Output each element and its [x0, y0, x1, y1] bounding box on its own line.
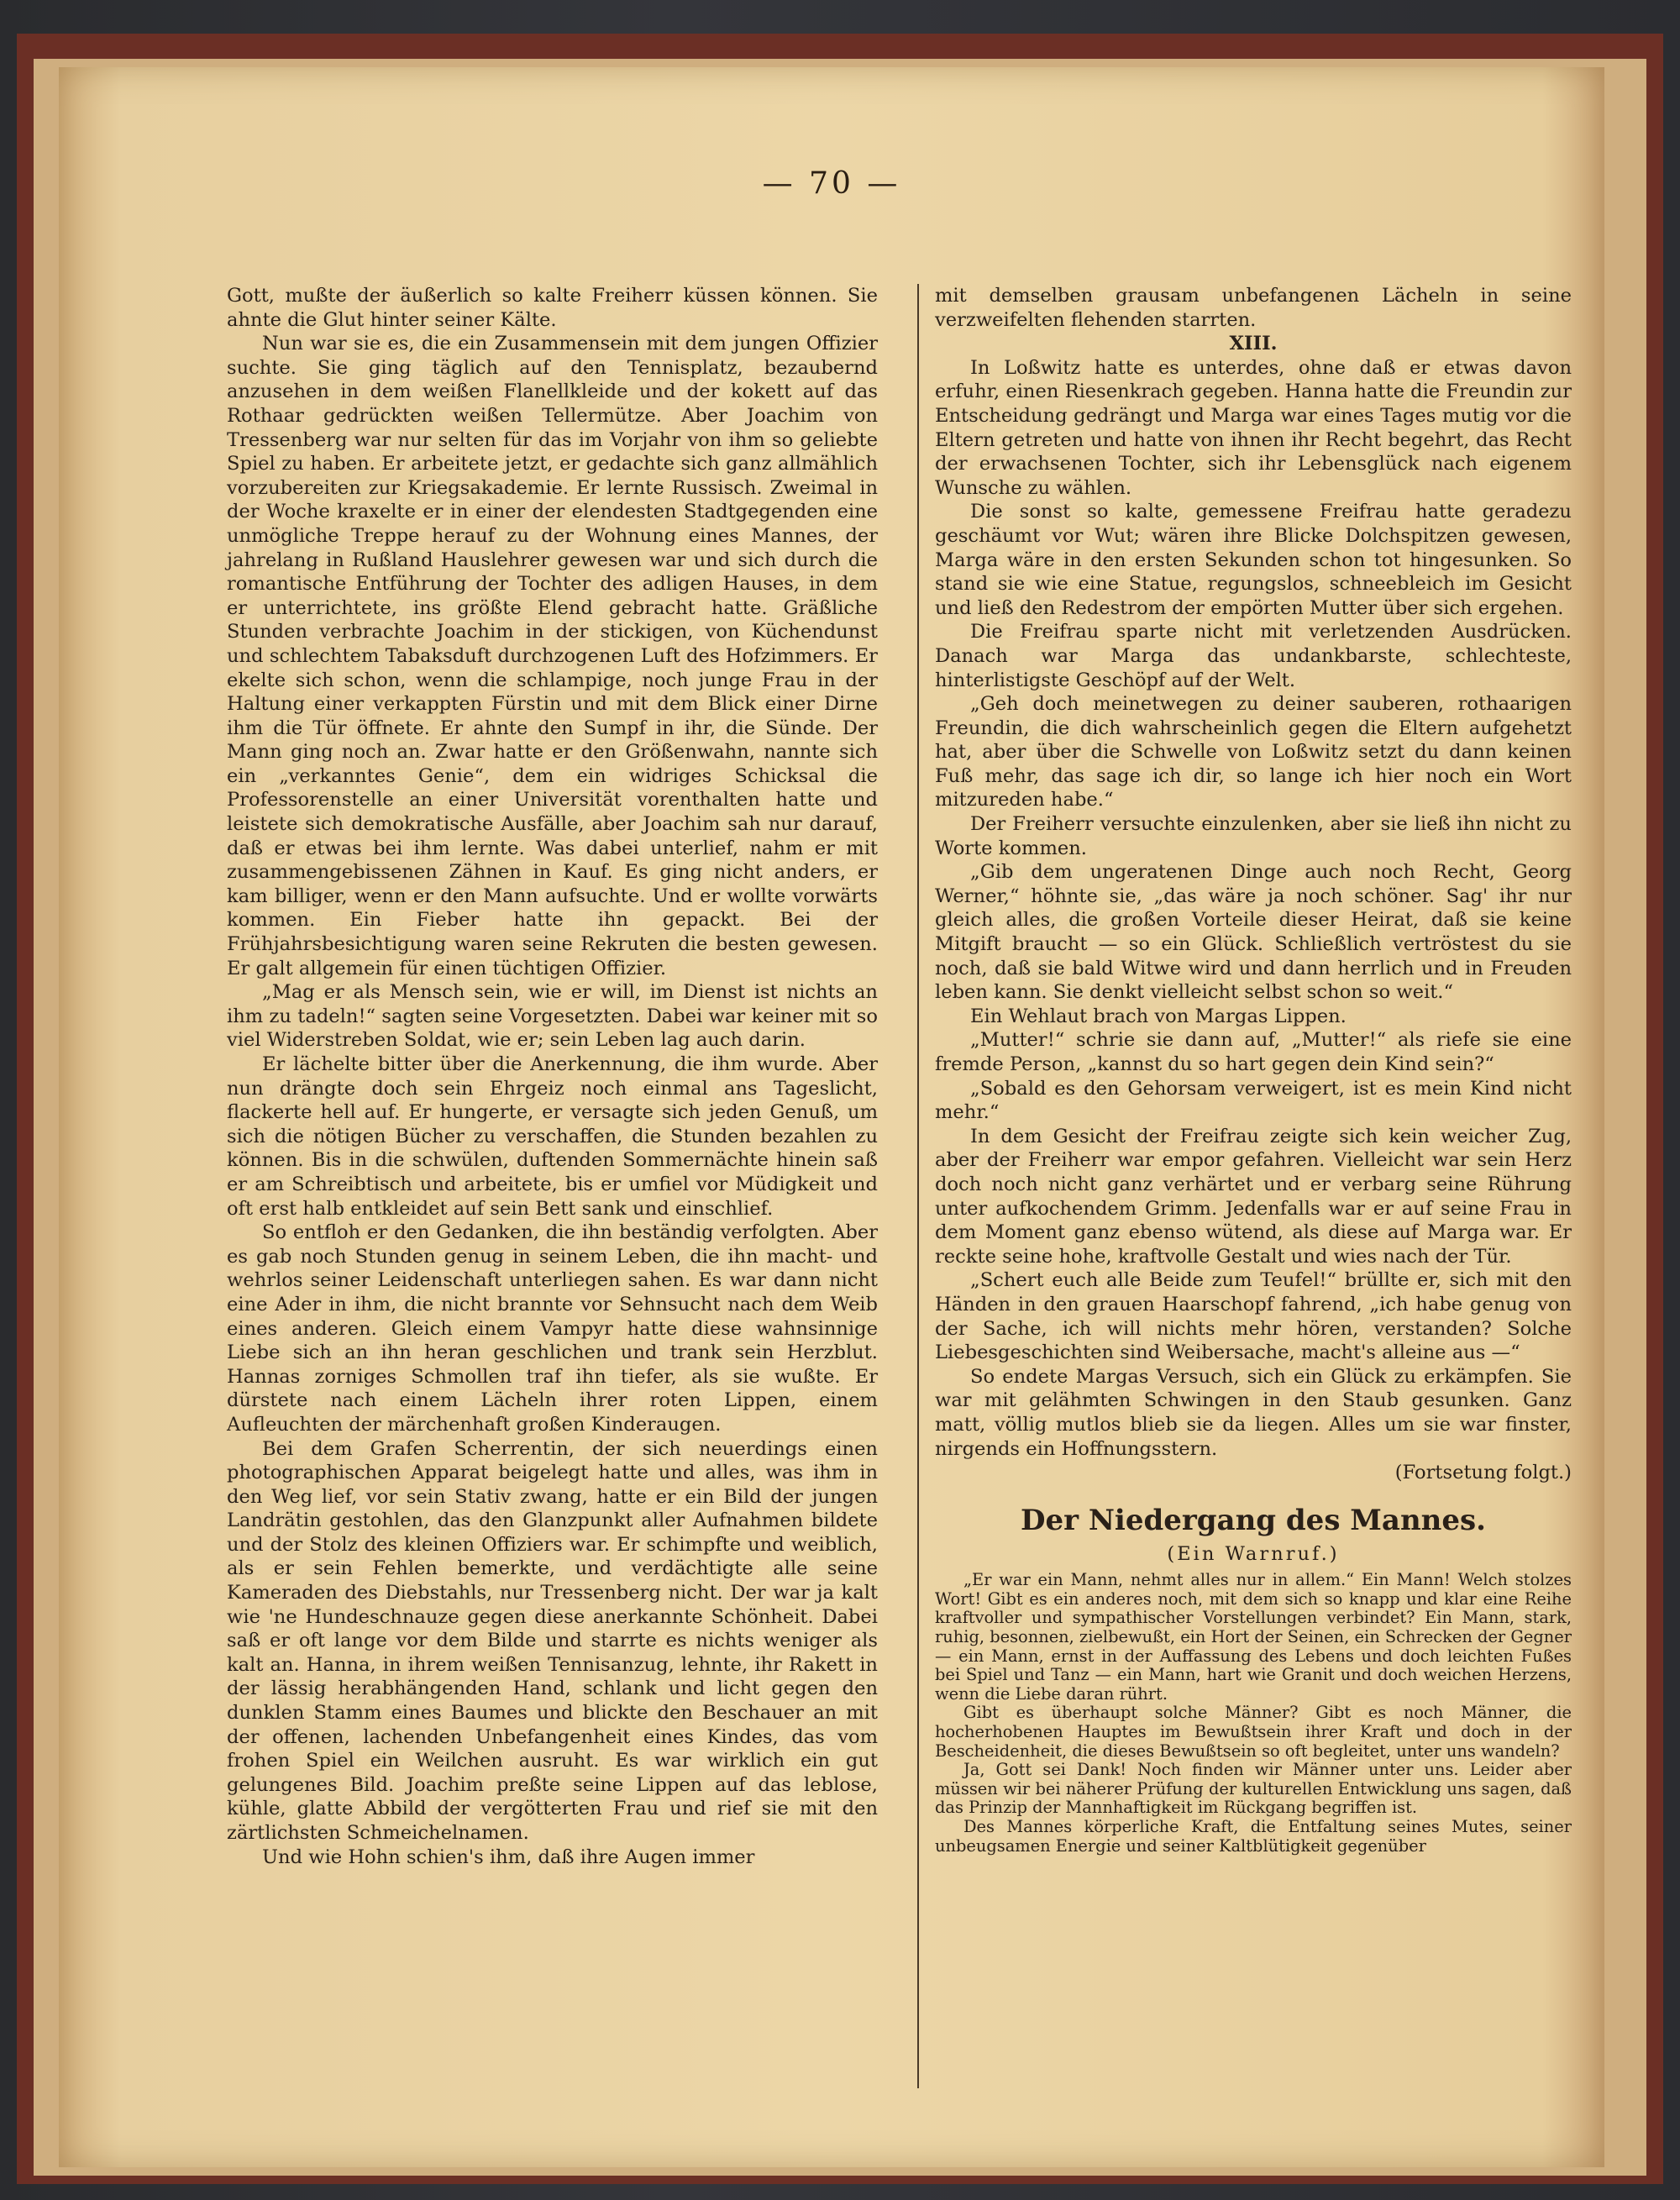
- paragraph: „Er war ein Mann, nehmt alles nur in allem.“ Ein Mann! Welch stolzes Wort! Gibt es ein anderes noch, mit dem sich so knapp und klar eine Reihe kraftvoller und sympathischer Vorstellungen verbindet? Ein Mann, stark, ruhig, besonnen, zielbewußt, ein Hort der Seinen, ein Schrecken der Gegner — ein Mann, ernst in der Auffassung des Lebens und doch leichten Fußes bei Spiel und Tanz — ein Mann, hart wie Granit und doch weichen Herzens, wenn die Liebe daran rührt.: [935, 1570, 1572, 1704]
- chapter-heading: XIII.: [1229, 333, 1278, 355]
- left-column: [227, 284, 878, 1869]
- article-body: [935, 1571, 1572, 1856]
- continuation-note: (Fortsetung folgt.): [1394, 1462, 1572, 1484]
- paragraph: „Schert euch alle Beide zum Teufel!“ brüllte er, sich mit den Händen in den grauen Haarschopf fahrend, „ich habe genug von der Sache, ich will nichts mehr hören, verstanden? Solche Liebesgeschichten sind Weibersache, macht's alleine aus —“: [935, 1269, 1572, 1364]
- page-number: — 70 —: [762, 166, 901, 201]
- paragraph: mit demselben grausam unbefangenen Lächeln in seine verzweifelten flehenden starrten.: [935, 285, 1572, 331]
- paragraph: Die Freifrau sparte nicht mit verletzenden Ausdrücken. Danach war Marga das undankbarste, schlechteste, hinterlistigste Geschöpf auf der Welt.: [935, 621, 1572, 691]
- column-divider: [917, 284, 919, 2088]
- paragraph: In dem Gesicht der Freifrau zeigte sich kein weicher Zug, aber der Freiherr war empor gefahren. Vielleicht war sein Herz doch noch nicht ganz verhärtet und er verbarg seine Rührung unter aufkochendem Grimm. Jedenfalls war er auf seine Frau in dem Moment ganz ebenso wütend, als diese auf Marga war. Er reckte seine hohe, kraftvolle Gestalt und wies nach der Tür.: [935, 1125, 1572, 1268]
- paragraph: Er lächelte bitter über die Anerkennung, die ihm wurde. Aber nun drängte doch sein Ehrgeiz noch einmal ans Tageslicht, flackerte hell auf. Er hungerte, er versagte sich jeden Genuß, um sich die nötigen Bücher zu verschaffen, die Stunden bezahlen zu können. Bis in die schwülen, duftenden Sommernächte hinein saß er am Schreibtisch und arbeitete, bis er umfiel vor Müdigkeit und oft erst halb entkleidet auf sein Bett sank und einschlief.: [227, 1053, 878, 1220]
- paragraph: „Geh doch meinetwegen zu deiner sauberen, rothaarigen Freundin, die dich wahrscheinlich gegen die Eltern aufgehetzt hat, aber über die Schwelle von Loßwitz setzt du dann keinen Fuß mehr, das sage ich dir, so lange ich hier noch ein Wort mitzureden habe.“: [935, 693, 1572, 811]
- paragraph: „Mag er als Mensch sein, wie er will, im Dienst ist nichts an ihm zu tadeln!“ sagten seine Vorgesetzten. Dabei war keiner mit so viel Widerstreben Soldat, wie er; sein Leben lag auch darin.: [227, 981, 878, 1052]
- paragraph: Des Mannes körperliche Kraft, die Entfaltung seines Mutes, seiner unbeugsamen Energie und seiner Kaltblütigkeit gegenüber: [935, 1817, 1572, 1856]
- paragraph: Gibt es überhaupt solche Männer? Gibt es noch Männer, die hocherhobenen Hauptes im Bewußtsein ihrer Kraft und doch in der Bescheidenheit, die dieses Bewußtsein so oft begleitet, unter uns wandeln?: [935, 1703, 1572, 1761]
- book-page: [59, 67, 1604, 2167]
- paragraph: Bei dem Grafen Scherrentin, der sich neuerdings einen photographischen Apparat beigelegt hatte und alles, was ihm in den Weg lief, vor sein Stativ zwang, hatte er ein Bild der jungen Landrätin gestohlen, das den Glanzpunkt aller Aufnahmen bildete und der Stolz des kleinen Offiziers war. Er schimpfte und weiblich, als er sein Fehlen bemerkte, und verdächtigte alle seine Kameraden des Diebstahls, nur Tressenberg nicht. Der war ja kalt wie 'ne Hundeschnauze gegen diese anerkannte Schönheit. Dabei saß er oft lange vor dem Bilde und starrte es nichts weniger als kalt an. Hanna, in ihrem weißen Tennisanzug, lehnte, ihr Rakett in der lässig herabhängenden Hand, schlank und licht gegen den dunklen Stamm eines Baumes und blickte den Beschauer an mit der offenen, lachenden Unbefangenheit eines Kindes, das vom frohen Spiel ein Weilchen ausruht. Es war wirklich ein gut gelungenes Bild. Joachim preßte seine Lippen auf das leblose, kühle, glatte Abbild der vergötterten Frau und rief sie mit den zärtlichsten Schmeichelnamen.: [227, 1437, 878, 1844]
- paragraph: Gott, mußte der äußerlich so kalte Freiherr küssen können. Sie ahnte die Glut hinter seiner Kälte.: [227, 285, 878, 331]
- paragraph: „Sobald es den Gehorsam verweigert, ist es mein Kind nicht mehr.“: [935, 1077, 1572, 1124]
- article-subtitle: (Ein Warnruf.): [1167, 1542, 1340, 1565]
- paragraph: Die sonst so kalte, gemessene Freifrau hatte geradezu geschäumt vor Wut; wären ihre Blicke Dolchspitzen gewesen, Marga wäre in den ersten Sekunden schon tot hingesunken. So stand sie wie eine Statue, regungslos, schneebleich im Gesicht und ließ den Redestrom der empörten Mutter über sich ergehen.: [935, 501, 1572, 619]
- paragraph: So endete Margas Versuch, sich ein Glück zu erkämpfen. Sie war mit gelähmten Schwingen in den Staub gesunken. Ganz matt, völlig mutlos blieb sie da liegen. Alles um sie war finster, nirgends ein Hoffnungsstern.: [935, 1365, 1572, 1460]
- paragraph: Nun war sie es, die ein Zusammensein mit dem jungen Offizier suchte. Sie ging täglich auf den Tennisplatz, bezaubernd anzusehen in dem weißen Flanellkleide und der kokett auf das Rothaar gedrückten weißen Tellermütze. Aber Joachim von Tressenberg war nur selten für das im Vorjahr von ihm so geliebte Spiel zu haben. Er arbeitete jetzt, er gedachte sich ganz allmählich vorzubereiten zur Kriegsakademie. Er lernte Russisch. Zweimal in der Woche kraxelte er in einer der elendesten Stadtgegenden eine unmögliche Treppe herauf zu der Wohnung eines Mannes, der jahrelang in Rußland Hauslehrer gewesen war und sich durch die romantische Entführung der Tochter des adligen Hauses, in dem er unterrichtete, ins größte Elend gebracht hatte. Gräßliche Stunden verbrachte Joachim in der stickigen, von Küchendunst und schlechtem Tabaksduft durchzogenen Luft des Hofzimmers. Er ekelte sich schon, wenn die schlampige, noch junge Frau in der Haltung einer verkappten Fürstin und mit dem Blick einer Dirne ihm die Tür öffnete. Er ahnte den Sumpf in ihr, die Sünde. Der Mann ging noch an. Zwar hatte er den Größenwahn, nannte sich ein „verkanntes Genie“, dem ein widriges Schicksal die Professorenstelle an einer Universität vorenthalten hatte und leistete sich demokratische Ausfälle, aber Joachim sah nur darauf, daß er etwas bei ihm lernte. Was dabei unterlief, nahm er mit zusammengebissenen Zähnen in Kauf. Es ging nicht anders, er kam billiger, wenn er den Mann aufsuchte. Und er wollte vorwärts kommen. Ein Fieber hatte ihn gepackt. Bei der Frühjahrsbesichtigung waren seine Rekruten die besten gewesen. Er galt allgemein für einen tüchtigen Offizier.: [227, 333, 878, 979]
- paragraph: In Loßwitz hatte es unterdes, ohne daß er etwas davon erfuhr, einen Riesenkrach gegeben. Hanna hatte die Freundin zur Entscheidung gedrängt und Marga war eines Tages mutig vor die Eltern getreten und hatte von ihnen ihr Recht begehrt, das Recht der erwachsenen Tochter, sich ihr Lebensglück nach eigenem Wunsche zu wählen.: [935, 356, 1572, 499]
- right-column: [935, 284, 1572, 1856]
- paragraph: „Gib dem ungeratenen Dinge auch noch Recht, Georg Werner,“ höhnte sie, „das wäre ja noch schöner. Sag' ihr nur gleich alles, die großen Vorteile dieser Heirat, daß sie keine Mitgift braucht — so ein Glück. Schließlich vertröstest du sie noch, daß sie bald Witwe wird und dann herrlich und in Freuden leben kann. Sie denkt vielleicht selbst schon so weit.“: [935, 861, 1572, 1004]
- paragraph: So entfloh er den Gedanken, die ihn beständig verfolgten. Aber es gab noch Stunden genug in seinem Leben, die ihn macht- und wehrlos seiner Leidenschaft unterliegen sahen. Es war dann nicht eine Ader in ihm, die nicht brannte vor Sehnsucht nach dem Weib eines anderen. Gleich einem Vampyr hatte diese wahnsinnige Liebe sich an ihn heran geschlichen und trank sein Herzblut. Hannas zorniges Schmollen traf ihn tiefer, als sie wußte. Er dürstete nach einem Lächeln ihrer roten Lippen, einem Aufleuchten der märchenhaft großen Kinderaugen.: [227, 1221, 878, 1436]
- paragraph: Der Freiherr versuchte einzulenken, aber sie ließ ihn nicht zu Worte kommen.: [935, 813, 1572, 859]
- article-title: Der Niedergang des Mannes.: [1020, 1503, 1487, 1537]
- paragraph: Ja, Gott sei Dank! Noch finden wir Männer unter uns. Leider aber müssen wir bei näherer Prüfung der kulturellen Entwicklung uns sagen, daß das Prinzip der Mannhaftigkeit im Rückgang begriffen ist.: [935, 1760, 1572, 1818]
- paragraph: Und wie Hohn schien's ihm, daß ihre Augen immer: [262, 1846, 755, 1868]
- paragraph: „Mutter!“ schrie sie dann auf, „Mutter!“ als riefe sie eine fremde Person, „kannst du so hart gegen dein Kind sein?“: [935, 1029, 1572, 1075]
- paragraph: Ein Wehlaut brach von Margas Lippen.: [970, 1005, 1347, 1027]
